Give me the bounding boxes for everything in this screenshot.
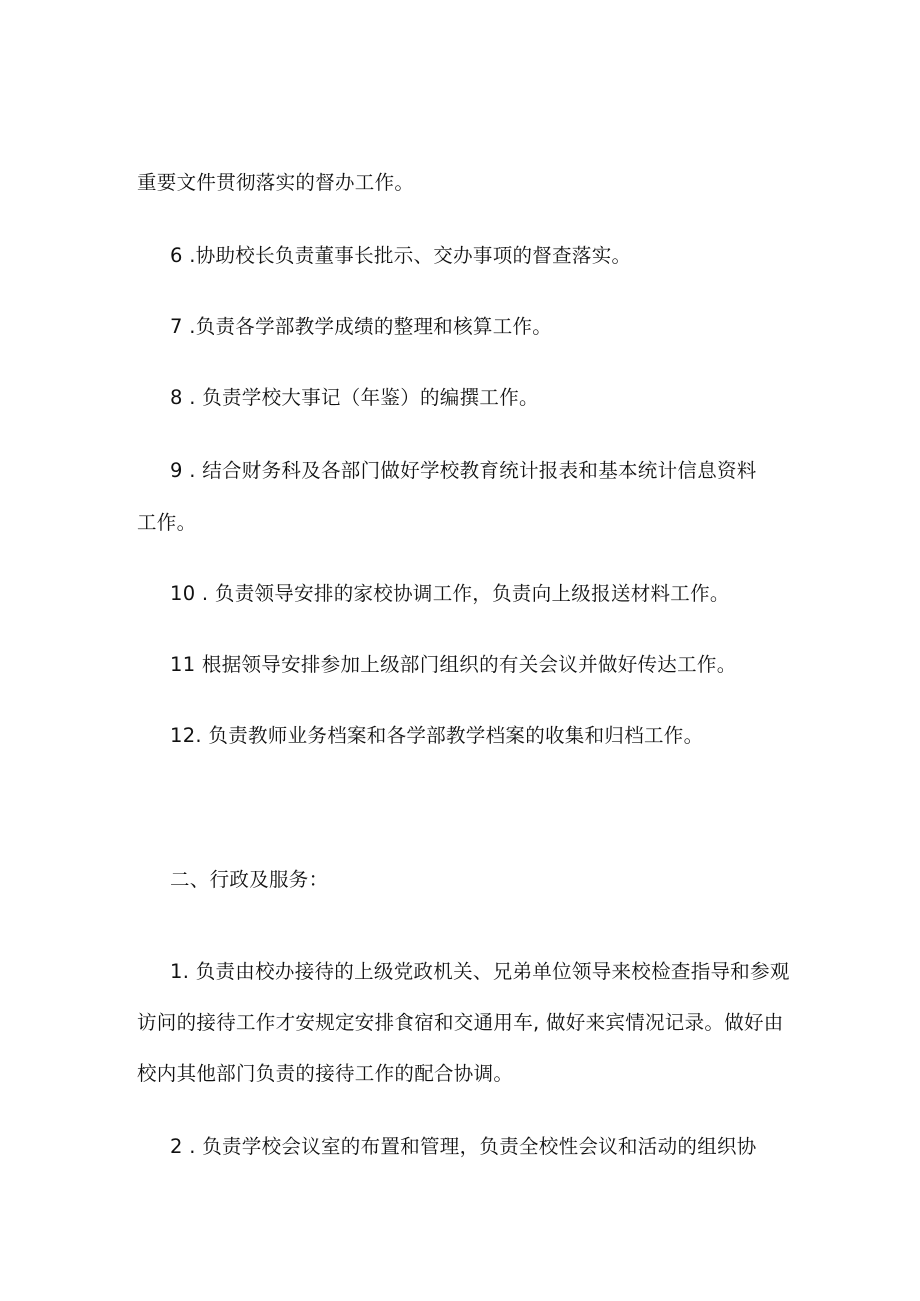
text-line: 校内其他部门负责的接待工作的配合协调。 bbox=[137, 1062, 514, 1085]
text-line: 重要文件贯彻落实的督办工作。 bbox=[137, 171, 415, 194]
text-line: 访问的接待工作才安规定安排食宿和交通用车, 做好来宾情况记录。做好由 bbox=[137, 1011, 784, 1034]
list-item-12: 12. 负责教师业务档案和各学部教学档案的收集和归档工作。 bbox=[170, 724, 704, 747]
list-item-7: 7 .负责各学部教学成绩的整理和核算工作。 bbox=[170, 315, 553, 338]
list-item-11: 11 根据领导安排参加上级部门组织的有关会议并做好传达工作。 bbox=[170, 653, 737, 676]
section-heading: 二、行政及服务： bbox=[170, 868, 329, 891]
list-item-6: 6 .协助校长负责董事长批示、交办事项的督查落实。 bbox=[170, 244, 632, 267]
list-item-8: 8 . 负责学校大事记（年鉴）的编撰工作。 bbox=[170, 386, 539, 409]
list-item-1: 1. 负责由校办接待的上级党政机关、兄弟单位领导来校检查指导和参观 bbox=[170, 960, 790, 983]
list-item-2: 2 . 负责学校会议室的布置和管理，负责全校性会议和活动的组织协 bbox=[170, 1135, 757, 1158]
text-line: 工作。 bbox=[137, 511, 197, 534]
list-item-9: 9 . 结合财务科及各部门做好学校教育统计报表和基本统计信息资料 bbox=[170, 459, 757, 482]
list-item-10: 10 . 负责领导安排的家校协调工作，负责向上级报送材料工作。 bbox=[170, 582, 730, 605]
